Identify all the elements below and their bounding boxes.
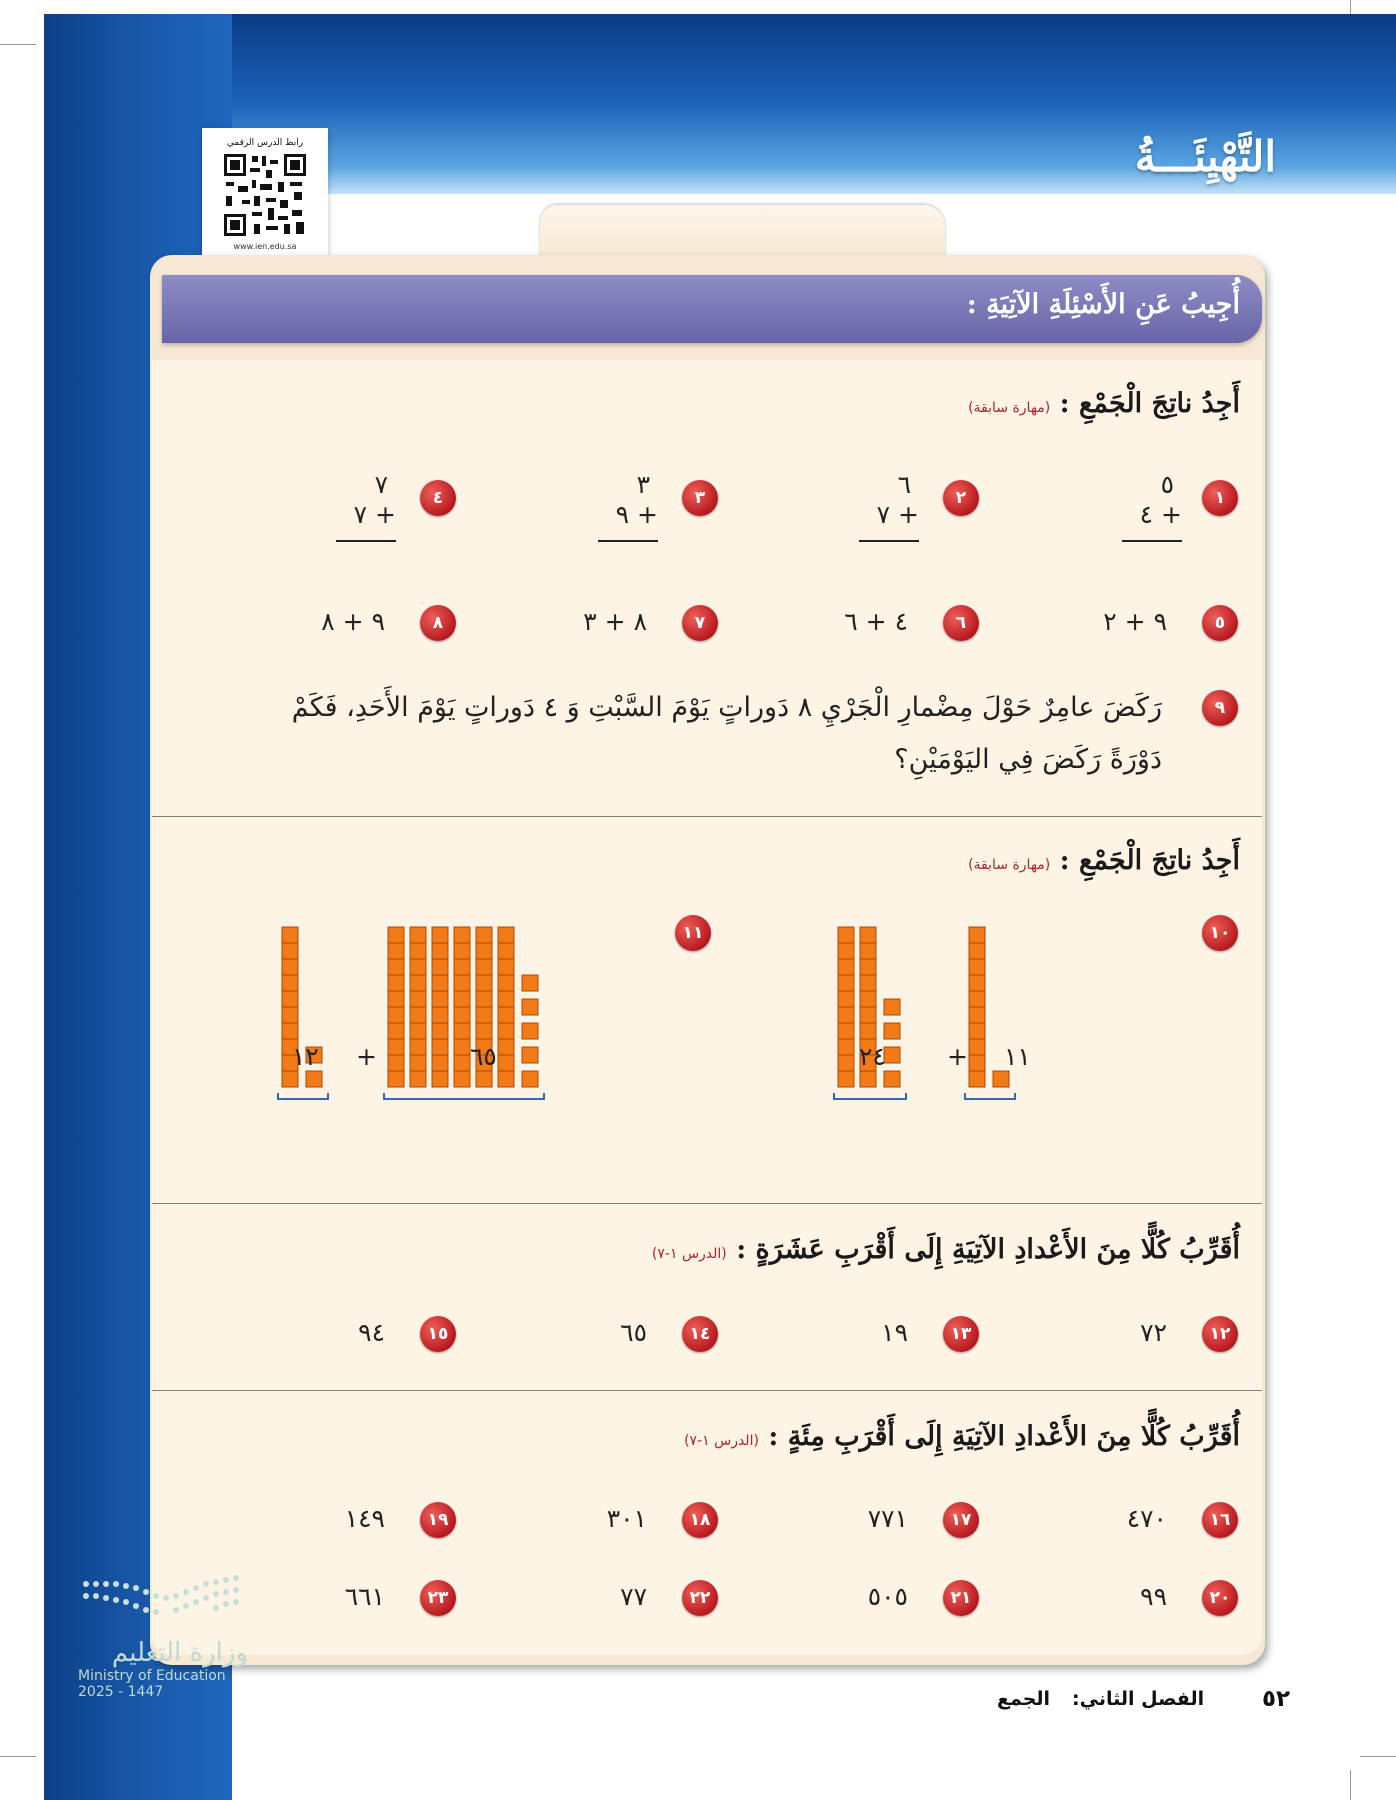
number-to-round[interactable]: ٧٧ (620, 1582, 647, 1611)
sum-line (336, 540, 396, 542)
addend-bottom: + ٧ (876, 500, 919, 529)
section-title-text: أُقَرِّبُ كُلًّا مِنَ الأَعْدادِ الآتِيَةِ إِلَى أَقْرَبِ مِئَةٍ : (768, 1421, 1240, 1452)
horizontal-problem[interactable]: ٨ + ٣ (583, 607, 647, 636)
number-to-round[interactable]: ٧٧١ (867, 1504, 908, 1533)
question-number: ٥ (1202, 605, 1238, 641)
question-number: ١٣ (943, 1316, 979, 1352)
vertical-problem[interactable] (336, 470, 396, 542)
question-number: ١٥ (420, 1316, 456, 1352)
question-number: ١٢ (1202, 1316, 1238, 1352)
addend-top: ٦ (897, 470, 911, 499)
group-brace (384, 1093, 544, 1099)
number-to-round[interactable]: ٦٥ (620, 1318, 647, 1347)
number-to-round[interactable]: ٩٤ (358, 1318, 385, 1347)
question-number: ٨ (420, 605, 456, 641)
instruction-bar (162, 275, 1262, 343)
section-round-tens (152, 1204, 1262, 1389)
crop-mark (0, 1756, 36, 1757)
page-title: التَّهْيِئَـــةُ (1134, 132, 1276, 181)
section-reference: (الدرس ١-٧) (651, 1246, 727, 1262)
crop-mark (0, 44, 36, 45)
unit-cube (884, 1071, 900, 1087)
vertical-problem[interactable] (598, 470, 658, 542)
qr-card[interactable] (202, 128, 328, 268)
section-title-text: أَجِدُ ناتِجَ الْجَمْعِ : (1059, 388, 1240, 419)
number-to-round[interactable]: ٣٠١ (606, 1504, 647, 1533)
horizontal-problem[interactable]: ٤ + ٦ (844, 607, 908, 636)
section-reference: (مهارة سابقة) (968, 400, 1051, 416)
ministry-name-english: Ministry of Education (78, 1668, 226, 1684)
sum-line (859, 540, 919, 542)
number-to-round[interactable]: ١٤٩ (344, 1504, 385, 1533)
instruction-text: أُجِيبُ عَنِ الأَسْئِلَةِ الآتِيَةِ : (966, 289, 1240, 320)
question-number: ٢٢ (682, 1580, 718, 1616)
addend-left: ٦٥ (470, 1042, 497, 1071)
vertical-problem[interactable] (1122, 470, 1182, 542)
question-number: ١٧ (943, 1502, 979, 1538)
qr-code-icon[interactable] (222, 152, 308, 238)
plus-sign: + (947, 1042, 968, 1071)
question-number: ١١ (675, 915, 711, 951)
addend-bottom: + ٩ (615, 500, 658, 529)
question-number: ١٨ (682, 1502, 718, 1538)
word-problem[interactable]: رَكَضَ عامِرٌ حَوْلَ مِضْمارِ الْجَرْيِ ٨ دَوراتٍ يَوْمَ السَّبْتِ وَ ٤ دَوراتٍ يَوْمَ الأَحَدِ، فَكَمْ دَوْرَةً رَكَضَ فِي اليَوْمَيْنِ؟ (291, 692, 1162, 775)
section-title (968, 388, 1240, 419)
question-number: ٧ (682, 605, 718, 641)
vertical-problem[interactable] (859, 470, 919, 542)
question-number: ٤ (420, 480, 456, 516)
unit-cube (522, 1047, 538, 1063)
section-addition-basic (152, 360, 1262, 815)
question-number: ٢١ (943, 1580, 979, 1616)
addend-right: ١٢ (292, 1042, 319, 1071)
question-number: ٣ (682, 480, 718, 516)
unit-cube (884, 1047, 900, 1063)
qr-url[interactable]: www.ien.edu.sa (233, 242, 297, 251)
group-brace (834, 1093, 906, 1099)
question-number: ٩ (1202, 690, 1238, 726)
number-to-round[interactable]: ١٩ (881, 1318, 908, 1347)
unit-cube (993, 1071, 1009, 1087)
section-round-hundreds (152, 1391, 1262, 1651)
unit-cube (884, 1023, 900, 1039)
ministry-year: 2025 - 1447 (78, 1684, 164, 1700)
addend-bottom: + ٤ (1139, 500, 1182, 529)
number-to-round[interactable]: ٦٦١ (344, 1582, 385, 1611)
addend-top: ٣ (636, 470, 650, 499)
chapter-name: الجمع (997, 1688, 1051, 1710)
exercise-content (152, 360, 1262, 1655)
section-reference: (الدرس ١-٧) (684, 1433, 759, 1449)
ministry-logo-icon (78, 1574, 248, 1634)
question-number: ١٩ (420, 1502, 456, 1538)
question-number: ٢٠ (1202, 1580, 1238, 1616)
addend-top: ٥ (1160, 470, 1174, 499)
question-number: ١٤ (682, 1316, 718, 1352)
question-number: ١٦ (1202, 1502, 1238, 1538)
section-addition-blocks (152, 817, 1262, 1202)
plus-sign: + (356, 1042, 377, 1071)
question-number: ١ (1202, 480, 1238, 516)
unit-cube (522, 999, 538, 1015)
addend-right: ٢٤ (859, 1042, 886, 1071)
section-reference: (مهارة سابقة) (968, 857, 1051, 873)
unit-cube (522, 975, 538, 991)
unit-cube (306, 1071, 322, 1087)
crop-mark (1350, 1770, 1351, 1800)
title-banner (232, 14, 1396, 194)
number-to-round[interactable]: ٤٧٠ (1126, 1504, 1167, 1533)
crop-mark (1360, 1756, 1396, 1757)
base-ten-blocks (152, 917, 1262, 1147)
addend-top: ٧ (374, 470, 388, 499)
number-to-round[interactable]: ٥٠٥ (867, 1582, 908, 1611)
sum-line (1122, 540, 1182, 542)
sum-line (598, 540, 658, 542)
number-to-round[interactable]: ٩٩ (1140, 1582, 1167, 1611)
group-brace (278, 1093, 328, 1099)
unit-cube (884, 999, 900, 1015)
qr-label: رابط الدرس الرقمي (226, 138, 304, 148)
addend-bottom: + ٧ (353, 500, 396, 529)
horizontal-problem[interactable]: ٩ + ٢ (1103, 607, 1167, 636)
section-title (968, 845, 1240, 876)
question-number: ١٠ (1202, 915, 1238, 951)
unit-cube (522, 1023, 538, 1039)
question-number: ٢٣ (420, 1580, 456, 1616)
unit-cube (522, 1071, 538, 1087)
page-number: ٥٢ (1262, 1686, 1291, 1712)
section-title-text: أُقَرِّبُ كُلًّا مِنَ الأَعْدادِ الآتِيَةِ إِلَى أَقْرَبِ عَشَرَةٍ : (736, 1234, 1240, 1265)
section-title-text: أَجِدُ ناتِجَ الْجَمْعِ : (1059, 845, 1240, 876)
horizontal-problem[interactable]: ٩ + ٨ (321, 607, 385, 636)
section-title (684, 1421, 1240, 1452)
number-to-round[interactable]: ٧٢ (1140, 1318, 1167, 1347)
question-number: ٦ (943, 605, 979, 641)
ministry-name-arabic: وزارة التعليم (111, 1638, 248, 1668)
chapter-label: الفصل الثاني: (1072, 1688, 1205, 1710)
question-number: ٢ (943, 480, 979, 516)
ministry-watermark (78, 1574, 248, 1700)
group-brace (965, 1093, 1015, 1099)
section-title (652, 1234, 1240, 1265)
addend-left: ١١ (1004, 1042, 1031, 1071)
